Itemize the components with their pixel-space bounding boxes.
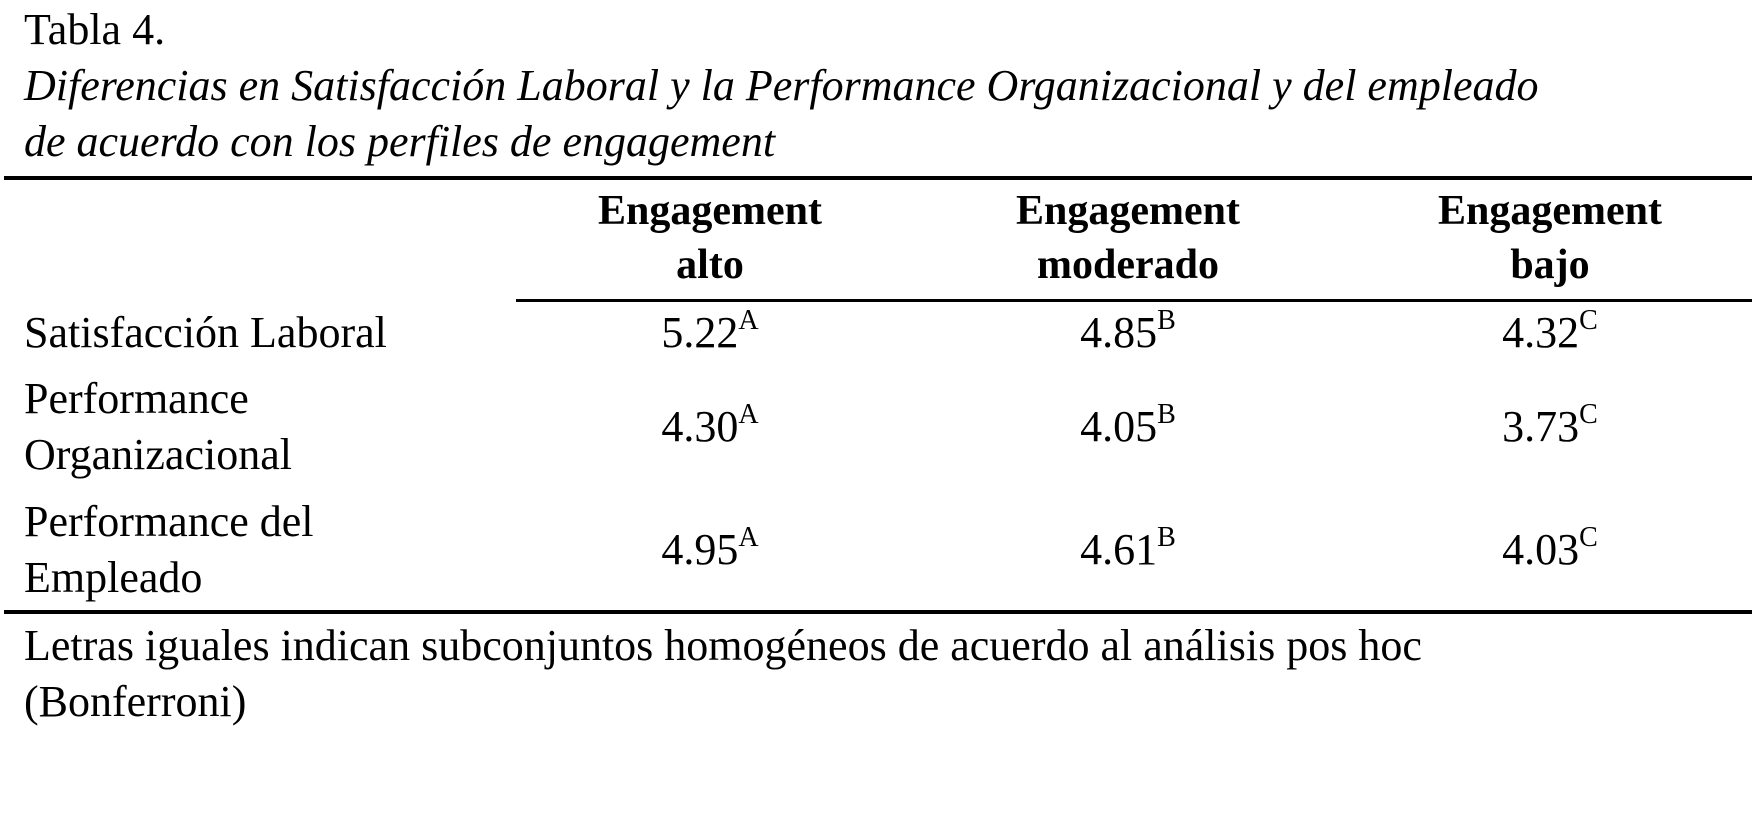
table-label: Tabla 4. (24, 5, 166, 54)
table-top-rule (4, 176, 1752, 180)
cell-superscript: C (1579, 522, 1598, 553)
cell-superscript: B (1157, 305, 1176, 336)
table-cell (918, 305, 1338, 367)
cell-value: 4.32 (1502, 308, 1580, 357)
table-title: Diferencias en Satisfacción Laboral y la Performance Organizacional y del empleado de acuerdo con los perfiles de engagement (24, 61, 1539, 166)
column-header-engagement-alto: Engagement alto (598, 188, 822, 288)
table-cell (918, 399, 1338, 461)
cell-superscript: A (738, 399, 759, 430)
table-cell (1340, 305, 1752, 367)
table-cell (500, 305, 920, 367)
cell-value: 4.05 (1080, 402, 1158, 451)
cell-value: 4.85 (1080, 308, 1158, 357)
row-label-performance-empleado: Performance del Empleado (24, 497, 314, 602)
column-header-engagement-moderado: Engagement moderado (1016, 188, 1240, 288)
cell-superscript: C (1579, 305, 1598, 336)
cell-superscript: C (1579, 399, 1598, 430)
cell-value: 4.95 (661, 525, 739, 574)
table-cell (1340, 399, 1752, 461)
header-rule (516, 299, 1752, 302)
table-cell (1340, 522, 1752, 584)
row-label-performance-organizacional: Performance Organizacional (24, 374, 292, 479)
column-header-engagement-bajo: Engagement bajo (1438, 188, 1662, 288)
table-bottom-rule (4, 610, 1752, 614)
cell-value: 3.73 (1502, 402, 1580, 451)
cell-superscript: B (1157, 522, 1176, 553)
cell-superscript: A (738, 522, 759, 553)
cell-value: 4.30 (661, 402, 739, 451)
table-cell (500, 399, 920, 461)
table-cell (918, 522, 1338, 584)
row-label-satisfaccion-laboral: Satisfacción Laboral (24, 308, 387, 357)
cell-superscript: B (1157, 399, 1176, 430)
cell-value: 5.22 (661, 308, 739, 357)
cell-value: 4.61 (1080, 525, 1158, 574)
cell-superscript: A (738, 305, 759, 336)
table-note: Letras iguales indican subconjuntos homogéneos de acuerdo al análisis pos hoc (Bonferroni) (24, 621, 1422, 726)
table-cell (500, 522, 920, 584)
cell-value: 4.03 (1502, 525, 1580, 574)
